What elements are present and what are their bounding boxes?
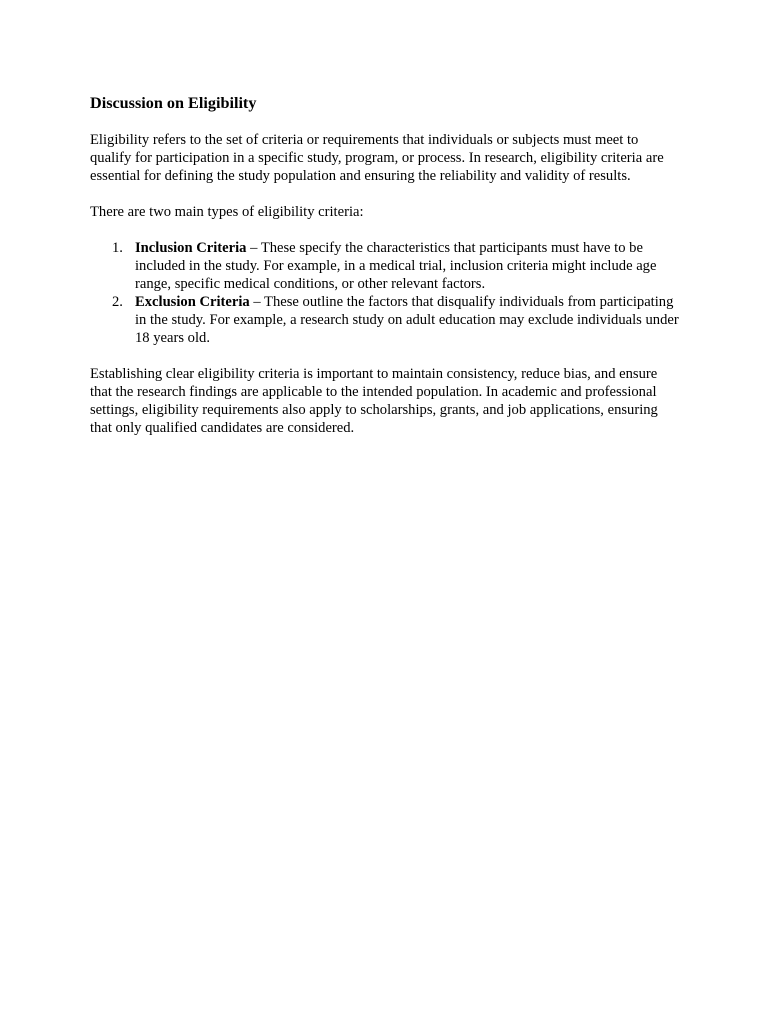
criteria-term: Exclusion Criteria [135, 294, 250, 310]
document-page [90, 93, 682, 455]
list-number: 1. [112, 240, 123, 256]
criteria-description: – These outline the factors that disqualify individuals from participating in the study. For example, a research study on adult education may exclude individuals under 18 years old. [135, 294, 679, 346]
criteria-item-inclusion [112, 239, 682, 293]
intro-paragraph: Eligibility refers to the set of criteria or requirements that individuals or subjects must meet to qualify for participation in a specific study, program, or process. In research, eligibility criteria are essential for defining the study population and ensuring the reliability and validity of results. [90, 132, 664, 184]
document-title: Discussion on Eligibility [90, 94, 257, 112]
criteria-item-exclusion [112, 293, 682, 347]
criteria-description: – These specify the characteristics that participants must have to be included in the study. For example, in a medical trial, inclusion criteria might include age range, specific medical conditions, or other relevant factors. [135, 240, 657, 292]
criteria-term: Inclusion Criteria [135, 240, 247, 256]
criteria-types-intro: There are two main types of eligibility criteria: [90, 204, 364, 220]
list-number: 2. [112, 294, 123, 310]
criteria-list [90, 239, 682, 347]
conclusion-paragraph: Establishing clear eligibility criteria is important to maintain consistency, reduce bias, and ensure that the research findings are applicable to the intended population. In academic and professional settings, eligibility requirements also apply to scholarships, grants, and job applications, ensuring that only qualified candidates are considered. [90, 366, 658, 436]
